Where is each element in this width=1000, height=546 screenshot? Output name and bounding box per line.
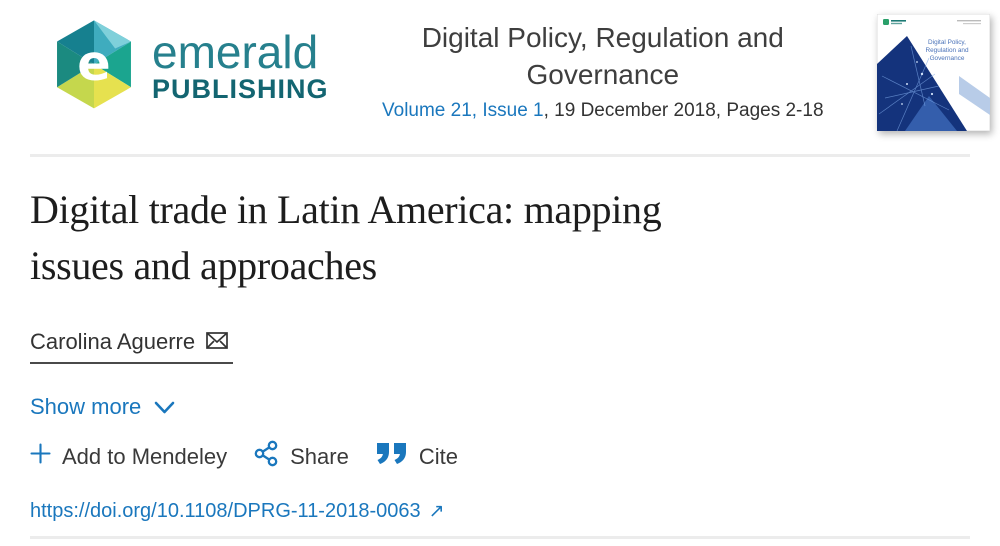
journal-title-line1: Digital Policy, Regulation and: [421, 22, 784, 53]
email-envelope-icon: [206, 329, 228, 355]
show-more-button[interactable]: [30, 394, 175, 420]
journal-title-link[interactable]: [329, 19, 877, 93]
brand-word-emerald: emerald: [152, 25, 319, 78]
issue-date-pages: , 19 December 2018, Pages 2-18: [543, 100, 824, 121]
emerald-publishing-logo[interactable]: [50, 15, 329, 117]
doi-row: [30, 500, 970, 523]
cover-mini-logo: [883, 19, 889, 25]
share-label: Share: [290, 443, 349, 469]
brand-word-publishing: PUBLISHING: [152, 73, 329, 104]
show-more-label: Show more: [30, 394, 142, 419]
article-title-line2: issues and approaches: [30, 243, 377, 288]
cover-title-line2: Regulation and: [925, 47, 969, 54]
journal-header: [0, 0, 1000, 154]
cite-label: Cite: [418, 443, 458, 469]
quote-icon: [376, 442, 408, 472]
chevron-down-icon: [154, 394, 175, 420]
plus-icon: [30, 443, 51, 470]
svg-text:e: e: [77, 34, 111, 93]
add-to-mendeley-button[interactable]: [30, 443, 227, 470]
cite-button[interactable]: [376, 442, 458, 472]
doi-link[interactable]: [30, 500, 445, 523]
article-title-line1: Digital trade in Latin America: mapping: [30, 187, 662, 232]
volume-issue-link[interactable]: Volume 21, Issue 1: [382, 100, 544, 121]
cover-title-line1: Digital Policy,: [928, 39, 966, 46]
brand-wordmark: [152, 25, 329, 104]
emerald-cube-icon: [50, 15, 138, 117]
author-link[interactable]: [30, 329, 233, 364]
add-to-mendeley-label: Add to Mendeley: [62, 443, 228, 469]
external-link-icon: ↗: [428, 501, 445, 522]
journal-info: [329, 13, 877, 122]
share-icon: [254, 440, 279, 473]
journal-cover-thumbnail[interactable]: [877, 14, 990, 131]
doi-text: https://doi.org/10.1108/DPRG-11-2018-0063: [30, 500, 421, 522]
header-divider: [30, 154, 970, 157]
article-main: [0, 182, 1000, 523]
article-title: [30, 182, 970, 294]
action-toolbar: [30, 440, 970, 473]
share-button[interactable]: [254, 440, 349, 473]
author-row: [30, 329, 970, 364]
cover-title-line3: Governance: [929, 55, 965, 62]
journal-title-line2: Governance: [526, 59, 680, 90]
cover-issue-text: [957, 20, 981, 21]
volume-issue-line: [329, 100, 877, 122]
bottom-divider: [30, 536, 970, 539]
author-name: Carolina Aguerre: [30, 329, 196, 354]
